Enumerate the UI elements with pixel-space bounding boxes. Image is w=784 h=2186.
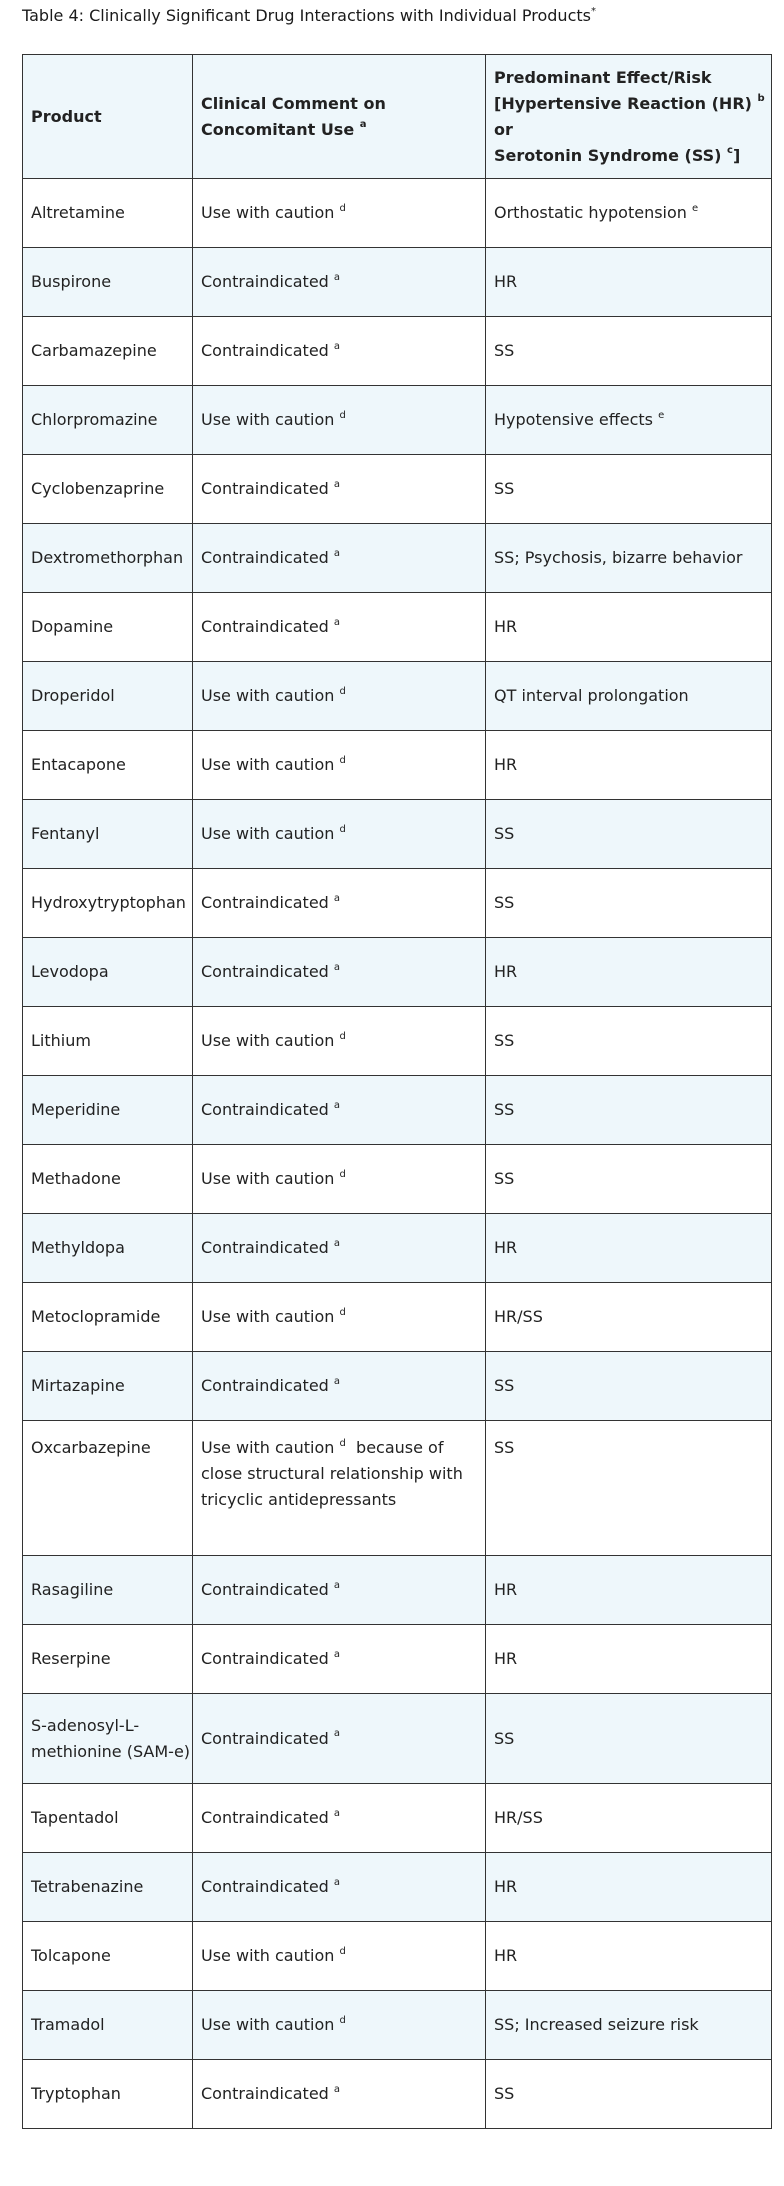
cell-comment xyxy=(193,1991,486,2060)
comment-footnote-mark: a xyxy=(333,340,341,352)
comment-text: Contraindicated xyxy=(201,1100,329,1119)
product-name: Rasagiline xyxy=(31,1580,114,1599)
comment-text: Contraindicated xyxy=(201,962,329,981)
product-name: Hydroxytryptophan xyxy=(31,893,186,912)
effect-text: QT interval prolongation xyxy=(494,686,689,705)
table-row xyxy=(23,800,772,869)
comment-text: Contraindicated xyxy=(201,617,329,636)
comment-text: Contraindicated xyxy=(201,2084,329,2103)
product-name: Levodopa xyxy=(31,962,109,981)
comment-footnote-mark: a xyxy=(333,547,341,559)
effect-text: SS xyxy=(494,1438,515,1457)
comment-footnote-mark: a xyxy=(333,1099,341,1111)
table-caption xyxy=(22,6,596,25)
cell-effect xyxy=(486,1007,772,1076)
table-row xyxy=(23,524,772,593)
product-name: Dextromethorphan xyxy=(31,548,184,567)
cell-product xyxy=(23,731,193,800)
cell-comment xyxy=(193,1922,486,1991)
cell-product xyxy=(23,1694,193,1784)
cell-comment xyxy=(193,1784,486,1853)
comment-text: Use with caution xyxy=(201,1307,335,1326)
effect-text: SS xyxy=(494,1376,515,1395)
cell-comment xyxy=(193,1214,486,1283)
product-name: Chlorpromazine xyxy=(31,410,158,429)
cell-effect xyxy=(486,1784,772,1853)
cell-effect xyxy=(486,1214,772,1283)
cell-product xyxy=(23,1922,193,1991)
cell-comment xyxy=(193,1283,486,1352)
cell-comment xyxy=(193,869,486,938)
caption-mark: * xyxy=(590,5,596,17)
comment-footnote-mark: d xyxy=(339,823,346,835)
product-name: Oxcarbazepine xyxy=(31,1438,151,1457)
table-row xyxy=(23,1352,772,1421)
cell-product xyxy=(23,1283,193,1352)
comment-text: Use with caution xyxy=(201,1031,335,1050)
comment-footnote-mark: a xyxy=(333,616,341,628)
table-row xyxy=(23,938,772,1007)
effect-text: HR xyxy=(494,272,518,291)
effect-text: SS xyxy=(494,1169,515,1188)
table-row xyxy=(23,1556,772,1625)
cell-product xyxy=(23,1853,193,1922)
cell-comment xyxy=(193,1352,486,1421)
cell-effect xyxy=(486,2060,772,2129)
cell-comment xyxy=(193,593,486,662)
cell-product xyxy=(23,248,193,317)
cell-comment xyxy=(193,1076,486,1145)
cell-comment xyxy=(193,1007,486,1076)
comment-footnote-mark: a xyxy=(333,1648,341,1660)
cell-product xyxy=(23,1556,193,1625)
comment-footnote-mark: a xyxy=(333,961,341,973)
product-name: Buspirone xyxy=(31,272,112,291)
effect-text: SS xyxy=(494,2084,515,2103)
cell-effect xyxy=(486,938,772,1007)
effect-text: SS xyxy=(494,893,515,912)
comment-footnote-mark: a xyxy=(333,1807,341,1819)
cell-comment xyxy=(193,1853,486,1922)
header-effect-sup-c: c xyxy=(727,145,733,157)
table-row xyxy=(23,593,772,662)
table-row xyxy=(23,2060,772,2129)
cell-effect xyxy=(486,386,772,455)
cell-effect xyxy=(486,1853,772,1922)
comment-text: Contraindicated xyxy=(201,1580,329,1599)
table-row xyxy=(23,1214,772,1283)
comment-text: Use with caution xyxy=(201,1946,335,1965)
cell-product xyxy=(23,1145,193,1214)
comment-text: Contraindicated xyxy=(201,548,329,567)
cell-product xyxy=(23,386,193,455)
comment-footnote-mark: d xyxy=(339,1030,346,1042)
cell-effect xyxy=(486,1991,772,2060)
cell-comment xyxy=(193,386,486,455)
effect-text: HR xyxy=(494,1946,518,1965)
cell-product xyxy=(23,524,193,593)
product-name: Mirtazapine xyxy=(31,1376,125,1395)
comment-footnote-mark: a xyxy=(333,1579,341,1591)
cell-product xyxy=(23,662,193,731)
cell-comment xyxy=(193,2060,486,2129)
product-name: Tramadol xyxy=(31,2015,105,2034)
comment-text: Contraindicated xyxy=(201,1877,329,1896)
header-effect-line3b: ] xyxy=(732,145,741,165)
effect-footnote-mark: e xyxy=(658,409,665,421)
table-row xyxy=(23,1421,772,1556)
comment-text: Contraindicated xyxy=(201,1238,329,1257)
cell-effect xyxy=(486,1421,772,1556)
table-row xyxy=(23,1853,772,1922)
table-row xyxy=(23,386,772,455)
comment-text: Use with caution xyxy=(201,686,335,705)
cell-comment xyxy=(193,938,486,1007)
cell-comment xyxy=(193,1145,486,1214)
table-row xyxy=(23,1922,772,1991)
cell-effect xyxy=(486,869,772,938)
cell-comment xyxy=(193,1421,486,1556)
effect-text: HR/SS xyxy=(494,1307,543,1326)
product-name: Reserpine xyxy=(31,1649,111,1668)
cell-effect xyxy=(486,248,772,317)
product-name: Metoclopramide xyxy=(31,1307,161,1326)
cell-comment xyxy=(193,731,486,800)
comment-text: Use with caution xyxy=(201,1169,335,1188)
comment-footnote-mark: d xyxy=(339,2014,346,2026)
comment-footnote-mark: a xyxy=(333,2083,341,2095)
cell-effect xyxy=(486,731,772,800)
table-row xyxy=(23,1283,772,1352)
comment-footnote-mark: d xyxy=(339,1437,346,1449)
cell-comment xyxy=(193,662,486,731)
comment-footnote-mark: d xyxy=(339,202,346,214)
table-body xyxy=(23,179,772,2129)
effect-text: HR/SS xyxy=(494,1808,543,1827)
product-name: Dopamine xyxy=(31,617,114,636)
table-row xyxy=(23,1694,772,1784)
table-row xyxy=(23,1007,772,1076)
comment-footnote-mark: a xyxy=(333,478,341,490)
comment-footnote-mark: d xyxy=(339,1168,346,1180)
comment-footnote-mark: d xyxy=(339,409,346,421)
caption-text: Table 4: Clinically Significant Drug Interactions with Individual Products xyxy=(22,6,591,25)
header-product-label: Product xyxy=(31,106,102,126)
cell-product xyxy=(23,800,193,869)
comment-text: Contraindicated xyxy=(201,1649,329,1668)
comment-footnote-mark: a xyxy=(333,1375,341,1387)
cell-effect xyxy=(486,1556,772,1625)
header-comment-sup: a xyxy=(359,119,367,131)
cell-comment xyxy=(193,800,486,869)
comment-footnote-mark: d xyxy=(339,685,346,697)
table-row xyxy=(23,317,772,386)
product-name: Tryptophan xyxy=(31,2084,121,2103)
comment-text: Use with caution xyxy=(201,203,335,222)
table-header-row xyxy=(23,55,772,179)
header-effect-line3: Serotonin Syndrome (SS) xyxy=(494,145,722,165)
table-row xyxy=(23,179,772,248)
product-name: Carbamazepine xyxy=(31,341,157,360)
cell-product xyxy=(23,179,193,248)
comment-footnote-mark: a xyxy=(333,271,341,283)
effect-text: HR xyxy=(494,1580,518,1599)
cell-effect xyxy=(486,455,772,524)
effect-footnote-mark: e xyxy=(692,202,699,214)
header-effect-sup-b: b xyxy=(757,93,765,105)
table-row xyxy=(23,662,772,731)
product-name: Lithium xyxy=(31,1031,91,1050)
cell-comment xyxy=(193,1625,486,1694)
product-name: Altretamine xyxy=(31,203,125,222)
product-name: Methadone xyxy=(31,1169,121,1188)
effect-text: HR xyxy=(494,1649,518,1668)
table-row xyxy=(23,1991,772,2060)
cell-effect xyxy=(486,593,772,662)
cell-product xyxy=(23,1007,193,1076)
product-name: Meperidine xyxy=(31,1100,121,1119)
cell-product xyxy=(23,593,193,662)
effect-text: HR xyxy=(494,1238,518,1257)
cell-effect xyxy=(486,800,772,869)
header-comment-label: Clinical Comment on Concomitant Use xyxy=(201,93,386,139)
comment-text: Use with caution xyxy=(201,410,335,429)
effect-text: SS; Psychosis, bizarre behavior xyxy=(494,548,743,567)
cell-comment xyxy=(193,179,486,248)
drug-interactions-table xyxy=(22,54,772,2129)
cell-comment xyxy=(193,455,486,524)
comment-text: Contraindicated xyxy=(201,1728,329,1748)
table-row xyxy=(23,455,772,524)
cell-product xyxy=(23,1421,193,1556)
comment-text: Use with caution xyxy=(201,1438,335,1457)
cell-effect xyxy=(486,1352,772,1421)
effect-text: SS xyxy=(494,824,515,843)
cell-comment xyxy=(193,524,486,593)
comment-text: Use with caution xyxy=(201,824,335,843)
header-effect-line2: [Hypertensive Reaction (HR) xyxy=(494,93,752,113)
cell-effect xyxy=(486,1694,772,1784)
cell-product xyxy=(23,938,193,1007)
effect-text: HR xyxy=(494,1877,518,1896)
comment-text: Contraindicated xyxy=(201,893,329,912)
table-row xyxy=(23,731,772,800)
comment-footnote-mark: a xyxy=(333,1237,341,1249)
product-name: Fentanyl xyxy=(31,824,100,843)
cell-effect xyxy=(486,1145,772,1214)
header-product xyxy=(23,55,193,179)
cell-product xyxy=(23,1352,193,1421)
table-row xyxy=(23,1145,772,1214)
cell-effect xyxy=(486,179,772,248)
table-row xyxy=(23,248,772,317)
cell-product xyxy=(23,1991,193,2060)
cell-product xyxy=(23,1784,193,1853)
comment-extra: because of close structural relationship with tricyclic antidepressants xyxy=(201,1438,463,1509)
cell-comment xyxy=(193,1556,486,1625)
product-name: Methyldopa xyxy=(31,1238,125,1257)
effect-text: HR xyxy=(494,962,518,981)
product-name: Cyclobenzaprine xyxy=(31,479,165,498)
effect-text: Orthostatic hypotension xyxy=(494,203,687,222)
cell-product xyxy=(23,1076,193,1145)
comment-text: Contraindicated xyxy=(201,272,329,291)
product-name: Tetrabenazine xyxy=(31,1877,144,1896)
cell-product xyxy=(23,869,193,938)
effect-text: SS xyxy=(494,1100,515,1119)
table-row xyxy=(23,869,772,938)
effect-text: SS xyxy=(494,1728,515,1748)
cell-product xyxy=(23,1214,193,1283)
cell-comment xyxy=(193,248,486,317)
comment-text: Contraindicated xyxy=(201,1376,329,1395)
effect-text: SS xyxy=(494,479,515,498)
cell-product xyxy=(23,2060,193,2129)
cell-effect xyxy=(486,1922,772,1991)
comment-footnote-mark: d xyxy=(339,1306,346,1318)
header-effect-line1: Predominant Effect/Risk xyxy=(494,67,712,87)
product-name: Tapentadol xyxy=(31,1808,119,1827)
effect-text: SS xyxy=(494,341,515,360)
comment-footnote-mark: a xyxy=(333,1728,341,1740)
effect-text: HR xyxy=(494,617,518,636)
comment-footnote-mark: a xyxy=(333,1876,341,1888)
header-effect-line2b: or xyxy=(494,119,513,139)
cell-product xyxy=(23,455,193,524)
effect-text: SS; Increased seizure risk xyxy=(494,2015,699,2034)
product-name: Entacapone xyxy=(31,755,126,774)
cell-comment xyxy=(193,1694,486,1784)
comment-footnote-mark: a xyxy=(333,892,341,904)
comment-text: Use with caution xyxy=(201,755,335,774)
comment-text: Contraindicated xyxy=(201,1808,329,1827)
cell-effect xyxy=(486,1625,772,1694)
cell-effect xyxy=(486,662,772,731)
table-row xyxy=(23,1625,772,1694)
comment-text: Contraindicated xyxy=(201,479,329,498)
cell-effect xyxy=(486,317,772,386)
cell-effect xyxy=(486,1076,772,1145)
header-comment xyxy=(193,55,486,179)
header-effect xyxy=(486,55,772,179)
cell-effect xyxy=(486,1283,772,1352)
cell-effect xyxy=(486,524,772,593)
comment-text: Use with caution xyxy=(201,2015,335,2034)
cell-comment xyxy=(193,317,486,386)
product-name: S-adenosyl-L-methionine (SAM-e) xyxy=(31,1715,191,1761)
effect-text: SS xyxy=(494,1031,515,1050)
product-name: Droperidol xyxy=(31,686,115,705)
comment-footnote-mark: d xyxy=(339,1945,346,1957)
cell-product xyxy=(23,317,193,386)
effect-text: Hypotensive effects xyxy=(494,410,653,429)
cell-product xyxy=(23,1625,193,1694)
comment-text: Contraindicated xyxy=(201,341,329,360)
effect-text: HR xyxy=(494,755,518,774)
comment-footnote-mark: d xyxy=(339,754,346,766)
table-row xyxy=(23,1784,772,1853)
table-row xyxy=(23,1076,772,1145)
product-name: Tolcapone xyxy=(31,1946,111,1965)
